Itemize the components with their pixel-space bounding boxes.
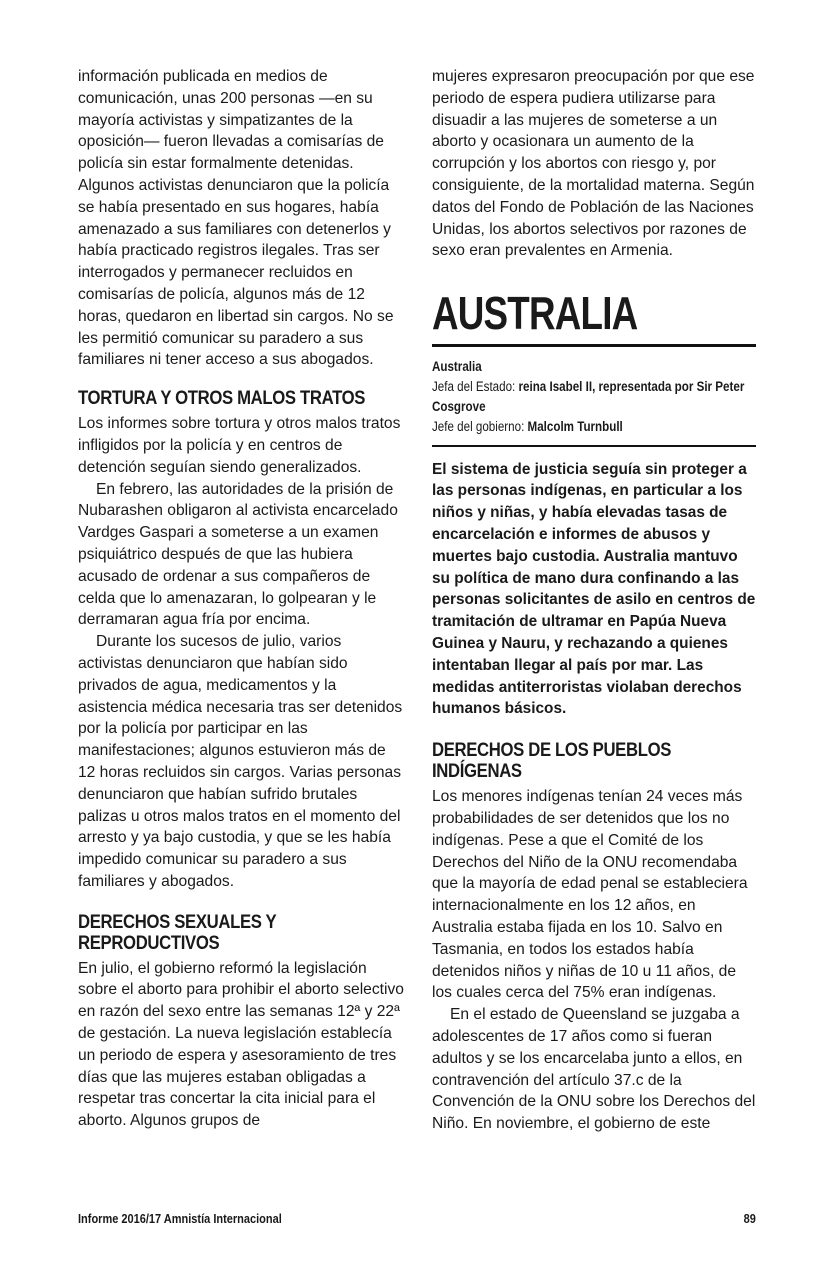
paragraph: Durante los sucesos de julio, varios activistas denunciaron que habían sido privados de agua, medicamentos y la asistencia médica necesaria tras ser detenidos por la policía por participar en las manifestaciones; algunos estuvieron más de 12 horas recluidos sin cargos. Varias personas denunciaron que habían sufrido brutales palizas u otros malos tratos en el momento del arresto y ya bajo custodia, y que se les había impedido comunicar su paradero a sus familiares y abogados. [78, 633, 403, 890]
country-factbox [432, 357, 758, 437]
factbox-head-of-state [432, 377, 757, 417]
page-footer [78, 1212, 756, 1226]
section-heading-pueblos-indigenas: DERECHOS DE LOS PUEBLOS INDÍGENAS [432, 740, 672, 783]
factbox-rule [432, 445, 756, 447]
head-of-government-value: Malcolm Turnbull [527, 419, 623, 435]
country-title: AUSTRALIA [432, 287, 638, 340]
footer-publication: Informe 2016/17 Amnistía Internacional [78, 1212, 282, 1226]
head-of-government-label: Jefe del gobierno: [432, 419, 528, 435]
left-column [78, 66, 404, 1132]
country-summary: El sistema de justicia seguía sin proteger a las personas indígenas, en particular a los niños y niñas, y había elevadas tasas de encarcelación e informes de abusos y muertes bajo custodia. Australia mantuvo su política de mano dura confinando a las personas solicitantes de asilo en centros de tramitación de ultramar en Papúa Nueva Guinea y Nauru, y rechazando a quienes intentaban llegar al país por mar. Las medidas antiterroristas violaban derechos humanos básicos. [432, 460, 756, 718]
head-of-state-value: reina Isabel II, representada por Sir Peter Cosgrove [432, 379, 745, 415]
paragraph: En julio, el gobierno reformó la legislación sobre el aborto para prohibir el aborto selectivo en razón del sexo entre las semanas 12ª y 22ª de gestación. La nueva legislación establecía un periodo de espera y asesoramiento de tres días que las mujeres estaban obligadas a respetar tras concertar la cita inicial para el aborto. Algunos grupos de [78, 959, 404, 1130]
factbox-country: Australia [432, 359, 482, 375]
paragraph: Los menores indígenas tenían 24 veces más probabilidades de ser detenidos que los no indígenas. Pese a que el Comité de los Derechos del Niño de la ONU recomendaba que la mayoría de edad penal se estableciera internacionalmente en los 12 años, en Australia estaba fijada en los 10. Salvo en Tasmania, en todos los estados había detenidos niños y niñas de 10 u 11 años, de los cuales cerca del 75% eran indígenas. [432, 788, 748, 1002]
head-of-state-label: Jefa del Estado: [432, 379, 519, 395]
section-heading-tortura: TORTURA Y OTROS MALOS TRATOS [78, 388, 366, 410]
paragraph: En el estado de Queensland se juzgaba a adolescentes de 17 años como si fueran adultos y se los encarcelaba junto a ellos, en contravención del artículo 37.c de la Convención de la ONU sobre los Derechos del Niño. En noviembre, el gobierno de este [432, 1006, 756, 1133]
paragraph: mujeres expresaron preocupación por que ese periodo de espera pudiera utilizarse para disuadir a las mujeres de someterse a un aborto y ocasionara un aumento de la corrupción y los abortos con riesgo y, por consiguiente, de la mortalidad materna. Según datos del Fondo de Población de las Naciones Unidas, los abortos selectivos por razones de sexo eran prevalentes en Armenia. [432, 68, 755, 260]
title-rule [432, 344, 756, 347]
paragraph: Los informes sobre tortura y otros malos tratos infligidos por la policía y en centros de detención seguían siendo generalizados. [78, 415, 401, 476]
paragraph: información publicada en medios de comunicación, unas 200 personas —en su mayoría activistas y simpatizantes de la oposición— fueron llevadas a comisarías de policía sin estar formalmente detenidas. Algunos activistas denunciaron que la policía se había presentado en sus hogares, había amenazado a sus familiares con detenerlos y había practicado registros ilegales. Tras ser interrogados y permanecer recluidos en comisarías de policía, algunos más de 12 horas, quedaron en libertad sin cargos. No se les permitió comunicar su paradero a sus familiares ni tener acceso a sus abogados. [78, 68, 394, 369]
factbox-head-of-government [432, 417, 757, 437]
page-number: 89 [743, 1212, 756, 1226]
right-column [432, 66, 758, 1135]
paragraph: En febrero, las autoridades de la prisión de Nubarashen obligaron al activista encarcelado Vardges Gaspari a someterse a un examen psiquiátrico después de que las hubiera acusado de ordenar a sus compañeros de celda que lo amenazaran, lo golpearan y le derramaran agua fría por encima. [78, 480, 398, 629]
section-heading-derechos-sexuales: DERECHOS SEXUALES Y REPRODUCTIVOS [78, 911, 277, 954]
